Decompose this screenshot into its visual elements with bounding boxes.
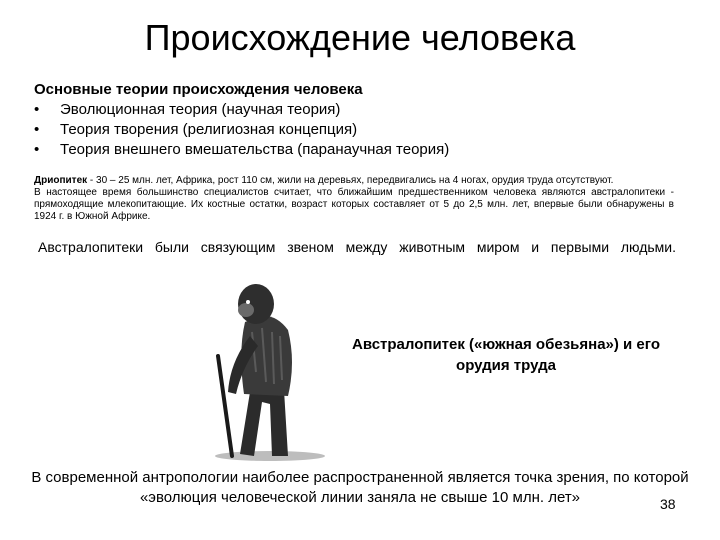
bullet-icon: • <box>34 101 40 118</box>
bridge-statement: Австралопитеки были связующим звеном между животным миром и первыми людьми. <box>38 239 676 255</box>
slide-title: Происхождение человека <box>144 17 576 58</box>
footer-quote: В современной антропологии наиболее распространенной является точка зрения, по которой «эволюция человеческой линии заняла не свыше 10 млн. лет» <box>31 469 689 506</box>
theories-section <box>34 80 674 160</box>
dryopithecus-text: - 30 – 25 млн. лет, Африка, рост 110 см, жили на деревьях, передвигались на 4 ногах, орудия труда отсутствуют. <box>87 175 614 186</box>
bullet-icon: • <box>34 141 40 158</box>
theory-label: Теория внешнего вмешательства (паранаучная теория) <box>60 141 450 158</box>
theory-item <box>34 100 674 120</box>
theory-label: Теория творения (религиозная концепция) <box>60 121 358 138</box>
theory-label: Эволюционная теория (научная теория) <box>60 101 341 118</box>
dryopithecus-term: Дриопитек <box>34 175 88 186</box>
details-text <box>34 175 674 223</box>
theory-item <box>34 140 674 160</box>
illustration-caption: Австралопитек («южная обезьяна») и его орудия труда <box>352 336 660 374</box>
theories-heading: Основные теории происхождения человека <box>34 81 363 98</box>
theory-item <box>34 120 674 140</box>
australopithecus-paragraph: В настоящее время большинство специалистов считает, что ближайшим предшественником человека являются австралопитеки - прямоходящие млекопитающие. Их костные остатки, возраст которых составляет от 5 до 2,5 млн. лет, впервые были обнаружены в 1924 г. в Южной Африке. <box>34 187 674 222</box>
page-number: 38 <box>660 496 676 512</box>
bullet-icon: • <box>34 121 40 138</box>
dryopithecus-paragraph <box>34 175 674 187</box>
theories-list <box>34 100 674 160</box>
australopithecus-illustration <box>210 272 340 462</box>
